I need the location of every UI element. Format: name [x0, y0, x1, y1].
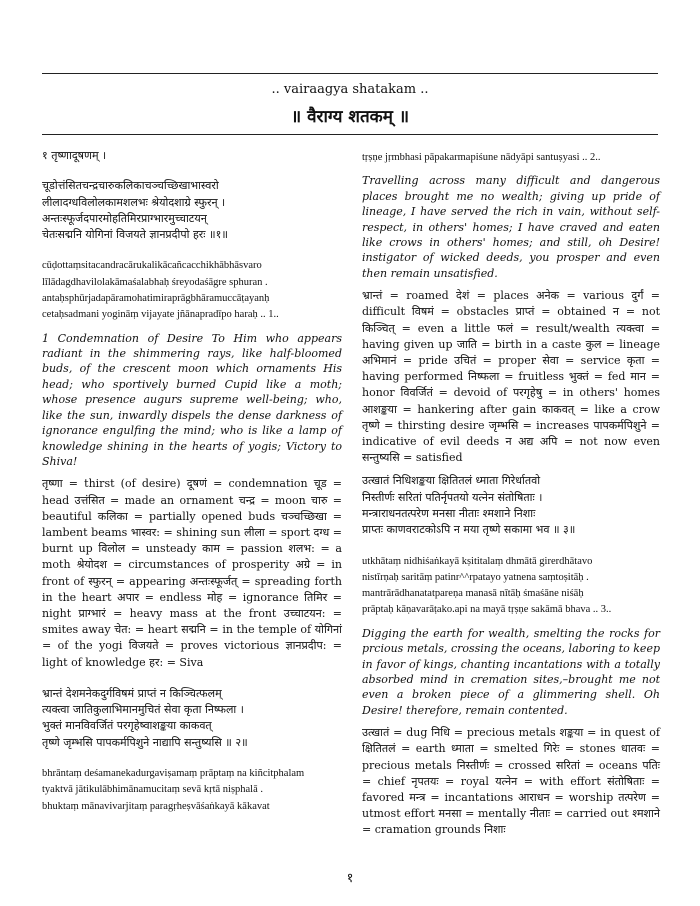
left-column	[42, 148, 342, 822]
title-rule	[42, 134, 658, 135]
verse-2-translation: Travelling across many difficult and dangerous places brought me no wealth; giving up pride of lineage, I have served the rich in vain, without self-respect, in others' homes; I have craved and eaten like crows in others' homes; and still, oh Desire! instigator of wicked deeds, you prosper and even then remain unsatisfied.	[362, 174, 660, 280]
translit-line: cūḍottaṃsitacandracārukalikācañcacchikhābhāsvaro	[42, 260, 262, 272]
verse-line: निस्तीर्णः सरितां पतिर्नृपतयो यत्नेन संतोषिताः ।	[362, 490, 543, 504]
section-heading: १ तृष्णादूषणम् ।	[42, 149, 107, 162]
verse-1-devanagari	[42, 178, 342, 243]
verse-line: अन्तःस्फूर्जदपारमोहतिमिरप्राग्भारमुच्चाटयन्	[42, 211, 207, 225]
page-title: ॥ वैराग्य शतकम् ॥	[290, 107, 410, 127]
translit-line: mantrārādhanatatpareṇa manasā nītāḥ śmaśāne niśāḥ	[362, 588, 584, 600]
translit-line: utkhātaṃ nidhiśaṅkayā kṣititalaṃ dhmātā girerdhātavo	[362, 555, 593, 567]
verse-1-translation: 1 Condemnation of Desire To Him who appears radiant in the shimmering rays, like half-bloomed buds, of the crescent moon which ornaments His head; who sportively burned Cupid like a moth; whose presence augurs supreme well-being; who, like the sun, inwardly dispels the dense darkness of ignorance engulfing the mind; who is like a lamp of knowledge shining in the hearts of yogis; Victory to Shiva!	[42, 331, 342, 468]
translit-line: tyaktvā jātikulābhimānamucitaṃ sevā kṛtā niṣphalā .	[42, 784, 264, 796]
verse-line: उत्खातं निधिशङ्कया क्षितितलं ध्माता गिरेर्धातवो	[362, 474, 541, 488]
verse-line: प्राप्तः काणवराटकोऽपि न मया तृष्णे सकामा भव ॥ ३॥	[362, 523, 576, 537]
verse-line: त्यक्त्वा जातिकुलाभिमानमुचितं सेवा कृता निष्फला ।	[42, 703, 244, 717]
verse-3-transliteration	[362, 554, 660, 619]
verse-line: चेतःसद्मनि योगिनां विजयते ज्ञानप्रदीपो हरः ॥१॥	[42, 228, 228, 242]
translit-line: prāptaḥ kāṇavarāṭako.api na mayā tṛṣṇe sakāmā bhava .. 3..	[362, 604, 612, 616]
transliteration-continued: tṛṣṇe jṛmbhasi pāpakarmapiśune nādyāpi santuṣyasi .. 2..	[362, 152, 601, 163]
verse-2-transliteration	[42, 766, 342, 815]
translit-line: bhrāntaṃ deśamanekadurgaviṣamaṃ prāptaṃ na kiñcitphalam	[42, 767, 305, 779]
verse-line: भ्रान्तं देशमनेकदुर्गविषमं प्राप्तं न किञ्चित्फलम्	[42, 686, 222, 700]
verse-3-devanagari	[362, 473, 660, 538]
verse-line: मन्त्राराधनतत्परेण मनसा नीताः श्मशाने निशाः	[362, 506, 536, 520]
verse-3-translation: Digging the earth for wealth, smelting the rocks for prcious metals, crossing the oceans, laboring to keep in favor of kings, chanting incantations with a totally absorbed mind in cremation sites,–brought me not even a broken piece of a glimmering shell. Oh Desire! therefore, remain contented.	[362, 626, 660, 717]
page-subtitle: .. vairaagya shatakam ..	[271, 82, 429, 97]
page-number: १	[346, 871, 354, 886]
verse-2-glossary: भ्रान्तं = roamed देशं = places अनेक = various दुर्गं = difficult विषमं = obstacles प्राप्तं = obtained न = not किञ्चित् = even a little फलं = result/wealth त्यक्त्वा = having given up जाति = birth in a caste कुल = lineage अभिमानं = pride उचितं = proper सेवा = service कृता = having performed निष्फला = fruitless भुक्तं = fed मान = honor विवर्जितं = devoid of परगृहेषु = in others' homes आशङ्कया = hankering after gain काकवत् = like a crow तृष्णे = thirsting desire जृम्भसि = increases पापकर्मपिशुने = indicative of evil deeds न अद्य अपि = not now even सन्तुष्यसि = satisfied	[362, 289, 660, 465]
translit-line: bhuktaṃ mānavivarjitaṃ paragṛheṣvāśaṅkayā kākavat	[42, 800, 270, 812]
top-rule	[42, 73, 658, 74]
translit-line: cetaḥsadmani yogināṃ vijayate jñānapradīpo haraḥ .. 1..	[42, 309, 279, 321]
translit-line: līlādagdhavilolakāmaśalabhaḥ śreyodaśāgre sphuran .	[42, 276, 268, 288]
translit-line: nistīrṇaḥ saritāṃ patinr^^rpatayo yatnena saṃtoṣitāḥ .	[362, 571, 589, 583]
verse-3-glossary: उत्खातं = dug निधि = precious metals शङ्कया = in quest of क्षितितलं = earth ध्माता = smelted गिरेः = stones धातवः = precious metals निस्तीर्णः = crossed सरितां = oceans पतिः = chief नृपतयः = royal यत्नेन = with effort संतोषिताः = favored मन्त्र = incantations आराधन = worship तत्परेण = utmost effort मनसा = mentally नीताः = carried out श्मशाने = cramation grounds निशाः	[362, 726, 660, 837]
verse-1-transliteration	[42, 258, 342, 323]
verse-2-devanagari	[42, 686, 342, 751]
verse-line: तृष्णे जृम्भसि पापकर्मपिशुने नाद्यापि सन्तुष्यसि ॥ २॥	[42, 735, 248, 749]
translit-line: antaḥsphūrjadapāramohatimiraprāgbhāramuccāṭayanḥ	[42, 293, 270, 305]
verse-line: भुक्तं मानविवर्जितं परगृहेष्वाशङ्कया काकवत्	[42, 719, 212, 733]
right-column	[362, 150, 660, 846]
verse-line: लीलादग्धविलोलकामशलभः श्रेयोदशाग्रे स्फुरन् ।	[42, 195, 226, 209]
verse-line: चूडोत्तंसितचन्द्रचारुकलिकाचञ्चच्छिखाभास्वरो	[42, 179, 219, 193]
verse-1-glossary: तृष्णा = thirst (of desire) दूषणं = condemnation चूड = head उत्तंसित = made an ornament चन्द्र = moon चारु = beautiful कलिका = partially opened buds चञ्चच्छिखा = lambent beams भास्वर: = shining sun लीला = sport दग्ध = burnt up विलोल = unsteady काम = passion शलभ: = a moth श्रेयोदश = circumstances of prosperity अग्रे = in front of स्फुरन् = appearing अन्तःस्फूर्जत् = spreading forth in the heart अपार = endless मोह = ignorance तिमिर = night प्राग्भारं = heavy mass at the front उच्चाटयन: = smites away चेत: = heart सद्मनि = in the temple of योगिनां = of the yogi विजयते = proves victorious ज्ञानप्रदीप: = light of knowledge हर: = Siva	[42, 477, 342, 669]
